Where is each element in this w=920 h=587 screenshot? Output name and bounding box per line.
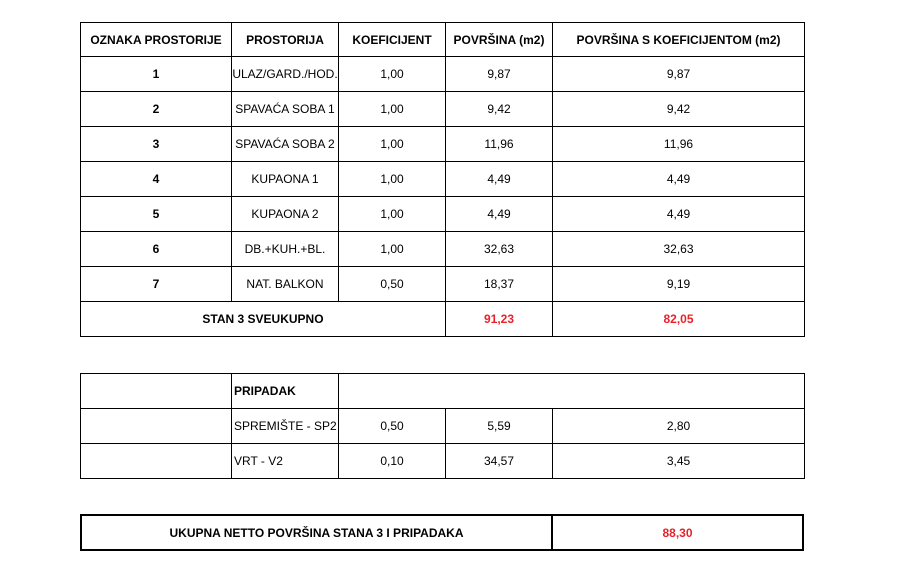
cell-s-koef: 9,42	[553, 92, 805, 127]
pripadak-table	[80, 373, 805, 479]
cell-s-koef: 2,80	[553, 409, 805, 444]
cell-oznaka: 4	[81, 162, 232, 197]
cell-prostorija: KUPAONA 2	[232, 197, 339, 232]
cell-s-koef: 9,87	[553, 57, 805, 92]
cell-povrsina: 9,87	[446, 57, 553, 92]
table-row	[81, 127, 805, 162]
cell-koef: 1,00	[339, 232, 446, 267]
grand-total-value: 88,30	[552, 515, 803, 550]
empty-cell	[81, 409, 232, 444]
header-prostorija: PROSTORIJA	[232, 23, 339, 57]
cell-oznaka: 5	[81, 197, 232, 232]
cell-prostorija: SPAVAĆA SOBA 1	[232, 92, 339, 127]
cell-prostorija: KUPAONA 1	[232, 162, 339, 197]
table-header-row	[81, 23, 805, 57]
grand-total-label: UKUPNA NETTO POVRŠINA STANA 3 I PRIPADAKA	[81, 515, 552, 550]
cell-prostorija: SPAVAĆA SOBA 2	[232, 127, 339, 162]
cell-s-koef: 3,45	[553, 444, 805, 479]
empty-cell	[81, 374, 232, 409]
cell-s-koef: 4,49	[553, 197, 805, 232]
pripadak-header-row	[81, 374, 805, 409]
total-row	[81, 302, 805, 337]
header-koeficijent: KOEFICIJENT	[339, 23, 446, 57]
cell-povrsina: 34,57	[446, 444, 553, 479]
cell-koef: 0,50	[339, 267, 446, 302]
grand-total-row	[81, 515, 803, 550]
header-povrsina: POVRŠINA (m2)	[446, 23, 553, 57]
total-povrsina: 91,23	[446, 302, 553, 337]
cell-povrsina: 32,63	[446, 232, 553, 267]
room-area-table	[80, 22, 805, 337]
cell-oznaka: 1	[81, 57, 232, 92]
cell-s-koef: 9,19	[553, 267, 805, 302]
cell-povrsina: 4,49	[446, 197, 553, 232]
total-s-koef: 82,05	[553, 302, 805, 337]
empty-cell	[339, 374, 805, 409]
table-row	[81, 232, 805, 267]
table-row	[81, 267, 805, 302]
total-label: STAN 3 SVEUKUPNO	[81, 302, 446, 337]
cell-s-koef: 4,49	[553, 162, 805, 197]
grand-total-table	[80, 514, 804, 551]
cell-oznaka: 2	[81, 92, 232, 127]
cell-povrsina: 11,96	[446, 127, 553, 162]
cell-oznaka: 6	[81, 232, 232, 267]
cell-prostorija: ULAZ/GARD./HOD.	[232, 57, 339, 92]
table-row	[81, 162, 805, 197]
cell-povrsina: 4,49	[446, 162, 553, 197]
cell-povrsina: 9,42	[446, 92, 553, 127]
table-row	[81, 92, 805, 127]
cell-koef: 1,00	[339, 92, 446, 127]
empty-cell	[81, 444, 232, 479]
header-povrsina-s-koef: POVRŠINA S KOEFICIJENTOM (m2)	[553, 23, 805, 57]
cell-prostorija: SPREMIŠTE - SP2	[232, 409, 339, 444]
cell-koef: 1,00	[339, 197, 446, 232]
table-row	[81, 409, 805, 444]
cell-koef: 0,50	[339, 409, 446, 444]
cell-s-koef: 32,63	[553, 232, 805, 267]
cell-koef: 1,00	[339, 57, 446, 92]
cell-povrsina: 18,37	[446, 267, 553, 302]
cell-koef: 1,00	[339, 162, 446, 197]
cell-prostorija: NAT. BALKON	[232, 267, 339, 302]
table-row	[81, 197, 805, 232]
header-oznaka: OZNAKA PROSTORIJE	[81, 23, 232, 57]
cell-prostorija: VRT - V2	[232, 444, 339, 479]
cell-s-koef: 11,96	[553, 127, 805, 162]
table-row	[81, 57, 805, 92]
cell-oznaka: 7	[81, 267, 232, 302]
table-row	[81, 444, 805, 479]
cell-prostorija: DB.+KUH.+BL.	[232, 232, 339, 267]
cell-koef: 1,00	[339, 127, 446, 162]
cell-koef: 0,10	[339, 444, 446, 479]
cell-oznaka: 3	[81, 127, 232, 162]
pripadak-header: PRIPADAK	[232, 374, 339, 409]
cell-povrsina: 5,59	[446, 409, 553, 444]
